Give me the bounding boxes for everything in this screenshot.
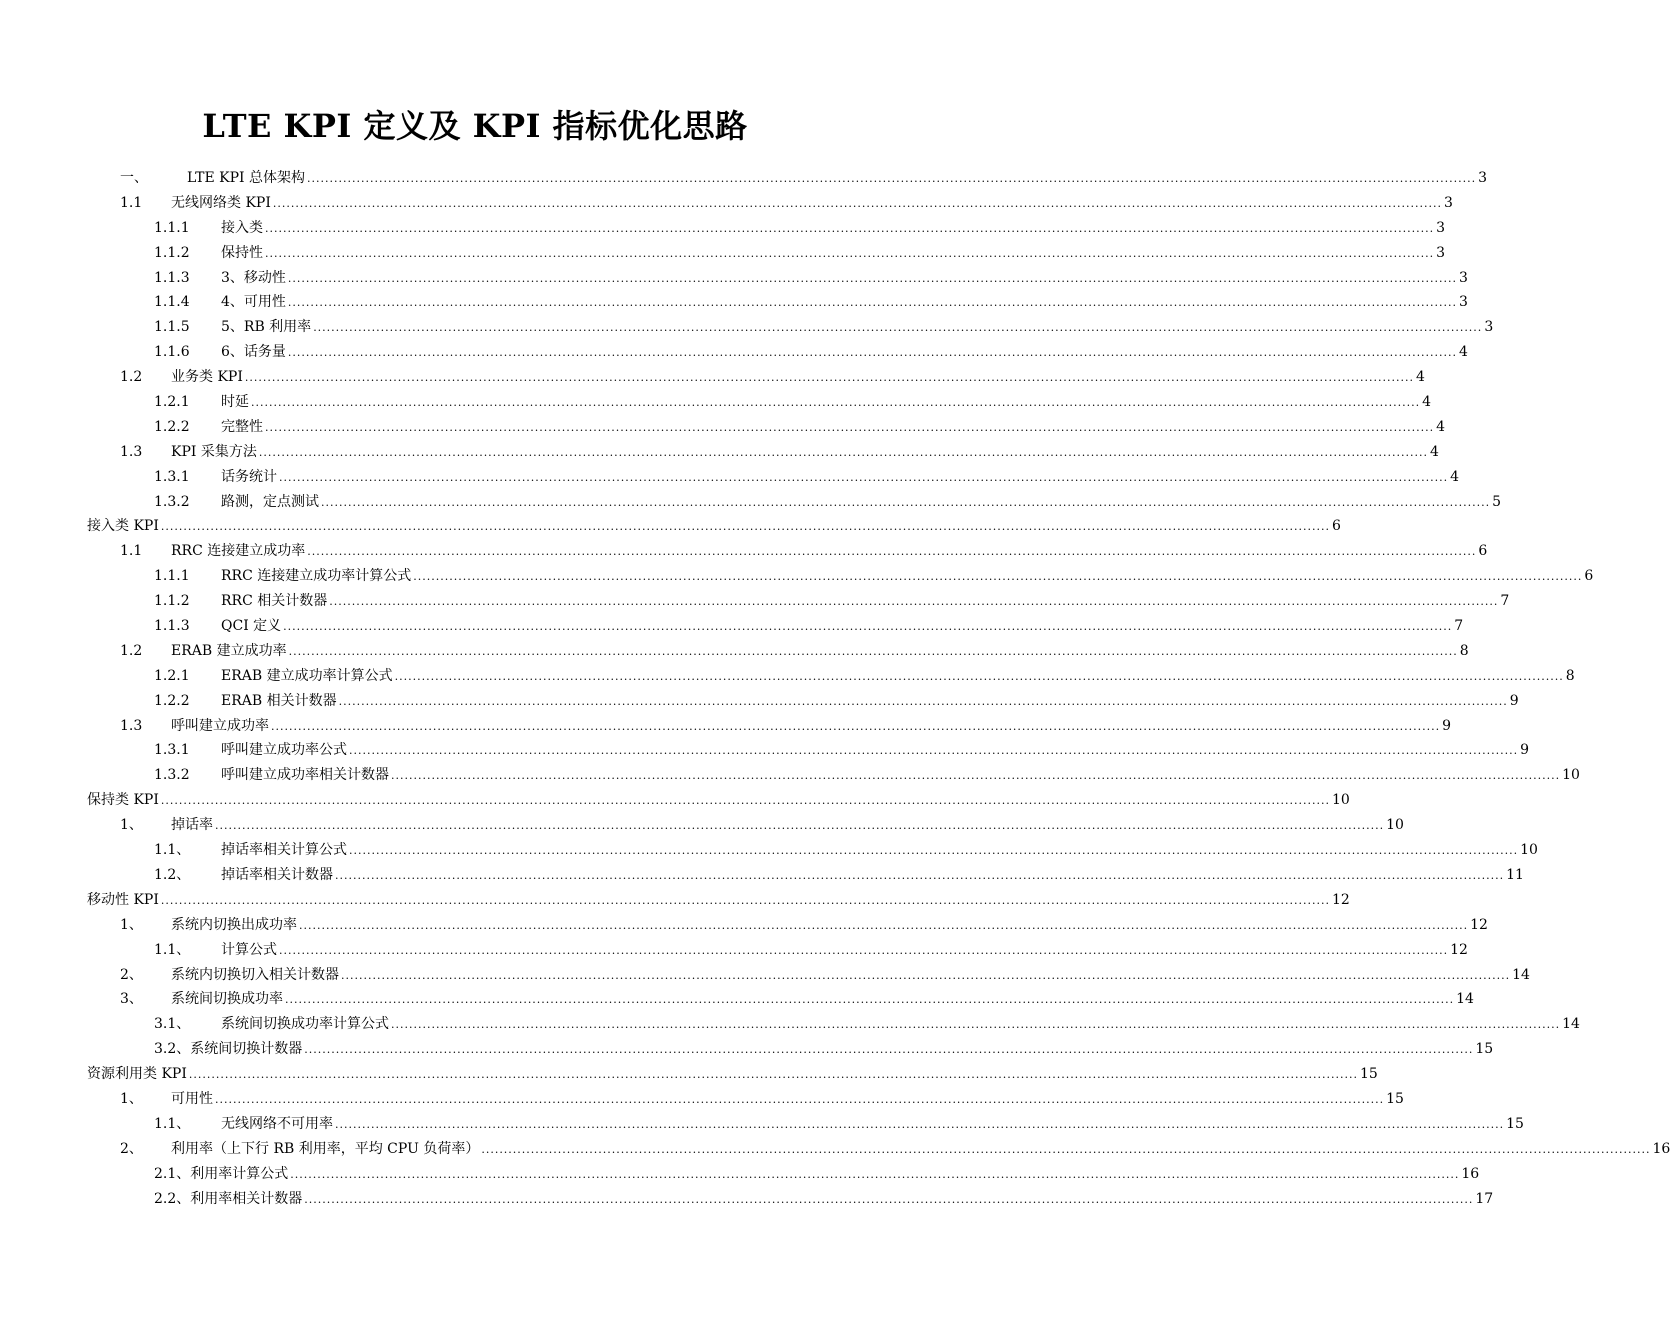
toc-dot-leader: ....................................................................................................................................................................................................................................................................	[335, 1117, 1505, 1131]
toc-dot-leader: ....................................................................................................................................................................................................................................................................	[160, 520, 1330, 534]
toc-entry-page-number: 14	[1456, 991, 1474, 1008]
toc-dot-leader: ....................................................................................................................................................................................................................................................................	[285, 993, 1455, 1007]
toc-dot-leader: ....................................................................................................................................................................................................................................................................	[279, 470, 1449, 484]
toc-entry-number: 1.1.3	[154, 618, 190, 635]
toc-entry-number: 1.1.5	[154, 319, 190, 336]
toc-entry[interactable]	[0, 913, 1488, 938]
toc-entry-number: 一、	[120, 170, 148, 186]
toc-entry-leader	[221, 938, 1468, 964]
toc-entry-page-number: 15	[1359, 1066, 1378, 1083]
toc-dot-leader: ....................................................................................................................................................................................................................................................................	[290, 1167, 1460, 1181]
toc-entry-title: 话务统计	[221, 468, 277, 485]
toc-entry[interactable]	[0, 664, 1575, 689]
toc-dot-leader: ....................................................................................................................................................................................................................................................................	[271, 719, 1441, 733]
toc-entry[interactable]	[0, 763, 1580, 788]
toc-entry-title: RRC 连接建立成功率计算公式	[221, 568, 412, 585]
toc-entry-title: 接入类 KPI	[87, 518, 159, 535]
toc-entry-title: 移动性 KPI	[87, 891, 159, 908]
toc-entry[interactable]	[0, 340, 1468, 365]
toc-entry-leader	[221, 664, 1575, 690]
toc-entry-leader	[221, 1112, 1524, 1138]
toc-dot-leader: ....................................................................................................................................................................................................................................................................	[215, 1092, 1385, 1106]
toc-entry[interactable]	[0, 390, 1432, 415]
toc-entry[interactable]	[0, 514, 1341, 539]
toc-entry-number: 1.2.1	[154, 667, 190, 684]
toc-entry-title: ERAB 相关计数器	[221, 692, 337, 709]
toc-entry-title: 呼叫建立成功率公式	[221, 742, 347, 759]
toc-entry-leader	[221, 465, 1460, 491]
toc-entry-page-number: 6	[1331, 518, 1341, 535]
toc-entry-leader	[221, 290, 1468, 316]
toc-entry-title: 无线网络不可用率	[221, 1115, 333, 1132]
toc-entry-leader	[171, 1137, 1670, 1163]
toc-dot-leader: ....................................................................................................................................................................................................................................................................	[413, 570, 1583, 584]
toc-entry-number: 1.3.1	[154, 468, 190, 485]
toc-entry-title: ERAB 建立成功率	[171, 642, 287, 659]
toc-entry-leader	[87, 788, 1350, 814]
toc-dot-leader: ....................................................................................................................................................................................................................................................................	[288, 644, 1458, 658]
toc-entry-number: 1.1.2	[154, 244, 190, 261]
toc-entry-title: 系统间切换成功率计算公式	[221, 1016, 389, 1033]
toc-dot-leader: ....................................................................................................................................................................................................................................................................	[481, 1142, 1651, 1156]
toc-entry-title: 无线网络类 KPI	[171, 194, 271, 211]
toc-entry-title: 掉话率相关计数器	[221, 866, 333, 883]
toc-entry-page-number: 12	[1331, 891, 1350, 908]
toc-entry-number: 2、	[120, 1140, 143, 1157]
toc-entry[interactable]	[0, 166, 1488, 191]
toc-entry-page-number: 4	[1450, 468, 1460, 485]
toc-entry-page-number: 4	[1436, 418, 1446, 435]
toc-entry[interactable]	[0, 1112, 1524, 1137]
toc-entry-title: 计算公式	[221, 941, 277, 958]
toc-entry-leader	[221, 863, 1524, 889]
toc-entry[interactable]	[0, 689, 1519, 714]
toc-entry-title: 保持性	[221, 244, 263, 261]
toc-entry-number: 1.3.1	[154, 742, 190, 759]
toc-dot-leader: ....................................................................................................................................................................................................................................................................	[329, 595, 1499, 609]
toc-entry-page-number: 6	[1584, 568, 1594, 585]
toc-entry-leader	[171, 987, 1474, 1013]
toc-entry[interactable]	[0, 191, 1453, 216]
toc-dot-leader: ....................................................................................................................................................................................................................................................................	[394, 669, 1564, 683]
toc-entry-number: 1.1、	[154, 842, 191, 859]
toc-entry-page-number: 4	[1422, 394, 1432, 411]
toc-entry-leader	[221, 838, 1538, 864]
toc-entry-title: 呼叫建立成功率相关计数器	[221, 767, 389, 784]
toc-dot-leader: ....................................................................................................................................................................................................................................................................	[188, 1068, 1358, 1082]
toc-dot-leader: ....................................................................................................................................................................................................................................................................	[287, 296, 1458, 310]
toc-entry-page-number: 15	[1475, 1041, 1494, 1058]
toc-entry-title: 3、移动性	[221, 269, 286, 286]
toc-entry-page-number: 14	[1512, 966, 1530, 983]
toc-entry-leader	[221, 564, 1594, 590]
toc-entry[interactable]	[0, 1137, 1670, 1162]
toc-entry[interactable]	[0, 838, 1538, 863]
toc-entry-page-number: 15	[1386, 1090, 1404, 1107]
toc-entry-leader	[154, 1187, 1494, 1213]
toc-entry[interactable]	[0, 241, 1446, 266]
toc-entry-number: 1.2.2	[154, 692, 190, 709]
toc-entry-leader	[154, 1162, 1480, 1188]
toc-dot-leader: ....................................................................................................................................................................................................................................................................	[341, 968, 1511, 982]
toc-entry-page-number: 3	[1443, 194, 1453, 211]
toc-entry-leader	[221, 266, 1468, 292]
toc-entry-number: 1.3.2	[154, 767, 190, 784]
toc-entry[interactable]	[0, 539, 1488, 564]
toc-dot-leader: ....................................................................................................................................................................................................................................................................	[287, 271, 1458, 285]
table-of-contents	[0, 166, 1670, 1211]
toc-entry-number: 1.2、	[154, 866, 191, 883]
toc-dot-leader: ....................................................................................................................................................................................................................................................................	[299, 918, 1469, 932]
toc-entry-title: LTE KPI 总体架构	[187, 170, 306, 186]
toc-dot-leader: ....................................................................................................................................................................................................................................................................	[349, 844, 1519, 858]
toc-entry-number: 1.1.1	[154, 219, 190, 236]
toc-entry-number: 1.2.1	[154, 394, 190, 411]
toc-entry-number: 1.1.1	[154, 568, 190, 585]
document-title: LTE KPI 定义及 KPI 指标优化思路	[202, 107, 748, 145]
toc-dot-leader: ....................................................................................................................................................................................................................................................................	[160, 893, 1330, 907]
toc-entry-page-number: 6	[1478, 543, 1488, 560]
toc-entry-leader	[87, 1062, 1378, 1088]
toc-entry-title: ERAB 建立成功率计算公式	[221, 667, 393, 684]
toc-entry-title: 呼叫建立成功率	[171, 717, 269, 734]
toc-entry[interactable]	[0, 1187, 1494, 1212]
toc-entry-leader	[221, 340, 1468, 366]
toc-entry-number: 1.1、	[154, 941, 191, 958]
toc-entry-page-number: 14	[1562, 1016, 1580, 1033]
toc-entry-page-number: 9	[1509, 692, 1519, 709]
toc-entry-page-number: 12	[1470, 916, 1488, 933]
toc-entry-page-number: 7	[1500, 593, 1510, 610]
toc-entry[interactable]	[0, 813, 1404, 838]
toc-entry-leader	[171, 813, 1404, 839]
toc-entry-number: 1.1	[120, 194, 143, 211]
toc-dot-leader: ....................................................................................................................................................................................................................................................................	[244, 371, 1414, 385]
toc-entry-number: 1.2	[120, 369, 143, 386]
toc-entry-page-number: 7	[1454, 618, 1464, 635]
toc-entry[interactable]	[0, 465, 1460, 490]
toc-entry-page-number: 9	[1442, 717, 1452, 734]
toc-entry-leader	[171, 963, 1530, 989]
toc-entry-leader	[87, 514, 1341, 540]
toc-entry-leader	[221, 390, 1432, 416]
toc-entry[interactable]	[0, 564, 1594, 589]
toc-entry-page-number: 9	[1520, 742, 1530, 759]
toc-dot-leader: ....................................................................................................................................................................................................................................................................	[265, 246, 1435, 260]
toc-entry-number: 3.1、	[154, 1016, 191, 1033]
toc-entry-page-number: 3	[1484, 319, 1494, 336]
toc-entry[interactable]	[0, 788, 1350, 813]
toc-entry-leader	[171, 191, 1453, 217]
toc-entry-title: 路测，定点测试	[221, 493, 319, 510]
toc-dot-leader: ....................................................................................................................................................................................................................................................................	[272, 196, 1442, 210]
toc-entry[interactable]	[0, 365, 1425, 390]
toc-entry-number: 1、	[120, 1090, 143, 1107]
toc-entry-leader	[154, 1037, 1494, 1063]
toc-entry-title: 完整性	[221, 418, 263, 435]
toc-dot-leader: ....................................................................................................................................................................................................................................................................	[304, 1043, 1474, 1057]
toc-entry-page-number: 10	[1562, 767, 1580, 784]
toc-entry-page-number: 8	[1459, 642, 1469, 659]
toc-dot-leader: ....................................................................................................................................................................................................................................................................	[265, 420, 1435, 434]
toc-entry-title: 系统间切换成功率	[171, 991, 283, 1008]
toc-entry-page-number: 10	[1386, 817, 1404, 834]
toc-entry-page-number: 12	[1450, 941, 1468, 958]
toc-entry-page-number: 15	[1506, 1115, 1524, 1132]
toc-entry-leader	[221, 1012, 1580, 1038]
toc-entry[interactable]	[0, 1162, 1480, 1187]
toc-entry-title: 4、可用性	[221, 294, 286, 311]
toc-entry[interactable]	[0, 216, 1446, 241]
toc-entry-page-number: 3	[1459, 269, 1468, 286]
toc-entry-title: KPI 采集方法	[171, 443, 257, 460]
toc-entry-leader	[221, 241, 1446, 267]
toc-dot-leader: ....................................................................................................................................................................................................................................................................	[321, 495, 1491, 509]
toc-entry-leader	[221, 216, 1446, 242]
toc-entry[interactable]	[0, 415, 1446, 440]
toc-entry-leader	[221, 689, 1519, 715]
toc-entry[interactable]	[0, 639, 1469, 664]
toc-entry-leader	[171, 714, 1452, 740]
toc-entry-title: 5、RB 利用率	[221, 319, 312, 336]
toc-entry-number: 1、	[120, 916, 143, 933]
toc-entry-leader	[221, 589, 1510, 615]
toc-dot-leader: ....................................................................................................................................................................................................................................................................	[265, 221, 1435, 235]
toc-entry-number: 1.3	[120, 717, 143, 734]
toc-dot-leader: ....................................................................................................................................................................................................................................................................	[251, 396, 1421, 410]
toc-entry-number: 1、	[120, 817, 143, 834]
toc-entry-page-number: 4	[1459, 344, 1468, 361]
toc-entry-leader	[221, 315, 1494, 341]
toc-entry-page-number: 10	[1520, 842, 1538, 859]
toc-entry-leader	[87, 888, 1350, 914]
toc-entry-page-number: 16	[1652, 1140, 1670, 1157]
toc-entry-title: 2.1、利用率计算公式	[154, 1165, 289, 1182]
toc-entry-number: 1.1	[120, 543, 143, 560]
toc-dot-leader: ....................................................................................................................................................................................................................................................................	[215, 819, 1385, 833]
toc-entry[interactable]	[0, 290, 1468, 315]
toc-entry-title: 系统内切换切入相关计数器	[171, 966, 339, 983]
toc-entry-title: 6、话务量	[221, 344, 286, 361]
toc-entry[interactable]	[0, 614, 1464, 639]
toc-dot-leader: ....................................................................................................................................................................................................................................................................	[279, 943, 1449, 957]
toc-entry-page-number: 3	[1478, 170, 1488, 186]
toc-entry-title: QCI 定义	[221, 618, 282, 635]
toc-entry-leader	[171, 440, 1439, 466]
toc-entry-title: 可用性	[171, 1090, 213, 1107]
toc-entry[interactable]	[0, 1012, 1580, 1037]
toc-entry-page-number: 10	[1331, 792, 1350, 809]
toc-dot-leader: ....................................................................................................................................................................................................................................................................	[160, 794, 1330, 808]
toc-entry-title: 业务类 KPI	[171, 369, 243, 386]
toc-dot-leader: ....................................................................................................................................................................................................................................................................	[391, 769, 1561, 783]
toc-dot-leader: ....................................................................................................................................................................................................................................................................	[307, 172, 1477, 185]
toc-entry-leader	[221, 763, 1580, 789]
toc-entry-leader	[171, 1087, 1404, 1113]
toc-entry-page-number: 4	[1429, 443, 1439, 460]
toc-dot-leader: ....................................................................................................................................................................................................................................................................	[287, 346, 1458, 360]
toc-entry-leader	[221, 415, 1446, 441]
toc-entry-number: 2、	[120, 966, 143, 983]
toc-dot-leader: ....................................................................................................................................................................................................................................................................	[313, 321, 1483, 335]
toc-entry-title: 利用率（上下行 RB 利用率，平均 CPU 负荷率）	[171, 1140, 480, 1157]
toc-entry-title: 资源利用类 KPI	[87, 1066, 187, 1083]
toc-entry-number: 1.3	[120, 443, 143, 460]
toc-entry-title: 3.2、系统间切换计数器	[154, 1041, 303, 1058]
toc-entry-number: 1.3.2	[154, 493, 190, 510]
toc-dot-leader: ....................................................................................................................................................................................................................................................................	[391, 1018, 1561, 1032]
toc-entry-number: 1.2.2	[154, 418, 190, 435]
toc-entry-number: 1.1、	[154, 1115, 191, 1132]
toc-entry-number: 1.1.2	[154, 593, 190, 610]
toc-entry-leader	[171, 639, 1469, 665]
toc-entry-title: RRC 连接建立成功率	[171, 543, 306, 560]
toc-entry-title: RRC 相关计数器	[221, 593, 328, 610]
toc-entry-number: 3、	[120, 991, 143, 1008]
toc-entry-page-number: 17	[1475, 1190, 1494, 1207]
toc-entry[interactable]	[0, 589, 1510, 614]
toc-entry-title: 2.2、利用率相关计数器	[154, 1190, 303, 1207]
toc-entry-title: 掉话率相关计算公式	[221, 842, 347, 859]
toc-entry-page-number: 3	[1459, 294, 1468, 311]
toc-entry[interactable]	[0, 440, 1439, 465]
toc-entry-number: 1.1.6	[154, 344, 190, 361]
toc-dot-leader: ....................................................................................................................................................................................................................................................................	[307, 545, 1477, 559]
toc-entry-page-number: 16	[1461, 1165, 1480, 1182]
toc-entry[interactable]	[0, 938, 1468, 963]
toc-entry[interactable]	[0, 863, 1524, 888]
toc-entry[interactable]	[0, 963, 1530, 988]
toc-entry-leader	[187, 166, 1488, 192]
toc-entry-leader	[171, 365, 1425, 391]
toc-entry-title: 掉话率	[171, 817, 213, 834]
toc-entry[interactable]	[0, 714, 1452, 739]
toc-entry[interactable]	[0, 266, 1468, 291]
toc-entry-leader	[221, 614, 1464, 640]
toc-dot-leader: ....................................................................................................................................................................................................................................................................	[258, 445, 1428, 459]
toc-entry-leader	[221, 738, 1530, 764]
toc-entry[interactable]	[0, 1087, 1404, 1112]
toc-entry-page-number: 11	[1506, 866, 1524, 883]
toc-entry-title: 保持类 KPI	[87, 792, 159, 809]
toc-entry-title: 系统内切换出成功率	[171, 916, 297, 933]
toc-entry-page-number: 3	[1436, 219, 1446, 236]
toc-dot-leader: ....................................................................................................................................................................................................................................................................	[335, 868, 1505, 882]
toc-entry-page-number: 8	[1565, 667, 1575, 684]
toc-entry-page-number: 5	[1492, 493, 1502, 510]
toc-entry-leader	[221, 490, 1502, 516]
toc-entry-page-number: 4	[1415, 369, 1425, 386]
toc-entry-page-number: 3	[1436, 244, 1446, 261]
toc-entry[interactable]	[0, 1062, 1378, 1087]
toc-entry-title: 接入类	[221, 219, 263, 236]
toc-dot-leader: ....................................................................................................................................................................................................................................................................	[349, 744, 1519, 758]
toc-entry-number: 1.1.3	[154, 269, 190, 286]
toc-entry-number: 1.1.4	[154, 294, 190, 311]
toc-entry[interactable]	[0, 490, 1502, 515]
toc-entry[interactable]	[0, 1037, 1494, 1062]
toc-entry-leader	[171, 539, 1488, 565]
toc-entry[interactable]	[0, 315, 1494, 340]
toc-dot-leader: ....................................................................................................................................................................................................................................................................	[338, 694, 1508, 708]
toc-entry[interactable]	[0, 738, 1530, 763]
toc-entry[interactable]	[0, 888, 1350, 913]
toc-dot-leader: ....................................................................................................................................................................................................................................................................	[283, 620, 1453, 634]
toc-entry[interactable]	[0, 987, 1474, 1012]
toc-entry-leader	[171, 913, 1488, 939]
toc-entry-number: 1.2	[120, 642, 143, 659]
toc-dot-leader: ....................................................................................................................................................................................................................................................................	[304, 1192, 1474, 1206]
toc-entry-title: 时延	[221, 394, 249, 411]
